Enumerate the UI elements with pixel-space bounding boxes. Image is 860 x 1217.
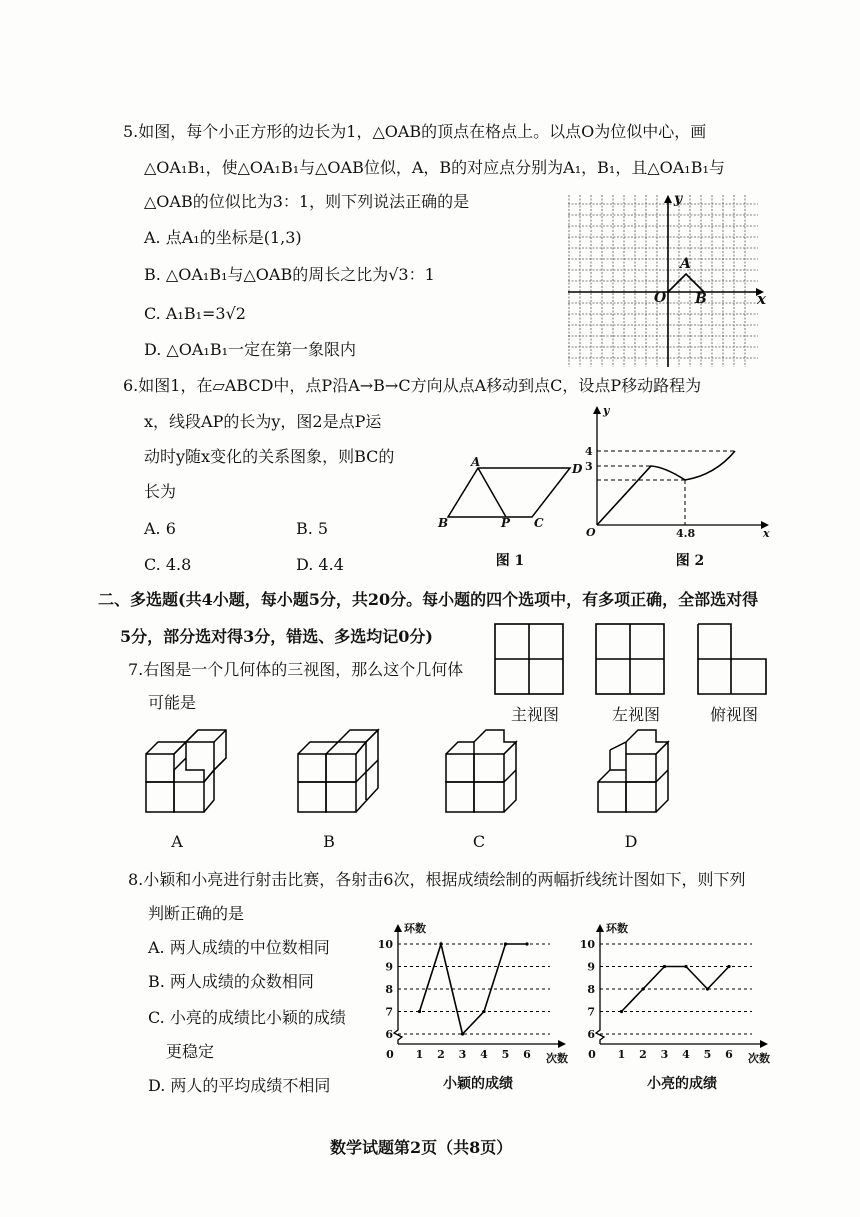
x-tick-label-0: 0: [386, 1048, 394, 1061]
q6-fig2-caption: 图 2: [675, 553, 705, 569]
q6-stem-line3: 动时y随x变化的关系图象，则BC的: [144, 447, 395, 466]
x-axis-title: 次数: [546, 1052, 568, 1065]
fig1-label-b: B: [438, 516, 449, 530]
q8-stem-line1: 8.小颖和小亮进行射击比赛，各射击6次，根据成绩绘制的两幅折线统计图如下，则下列: [128, 870, 746, 889]
q5-stem-line1: 5.如图，每个小正方形的边长为1，△OAB的顶点在格点上。以点O为位似中心，画: [123, 122, 707, 141]
q5-b-label: B: [695, 291, 707, 307]
x-tick-label-3: 3: [660, 1048, 669, 1061]
q6-stem-line2: x，线段AP的长为y，图2是点P运: [144, 412, 382, 431]
y-axis-arrow: [596, 924, 604, 932]
data-point-5: [706, 987, 709, 990]
x-tick-label-5: 5: [703, 1048, 712, 1061]
q6-option-d[interactable]: D. 4.4: [296, 555, 344, 574]
fig2-tick-3: 3: [585, 460, 593, 473]
q6-figure2-graph: [585, 405, 775, 540]
q7-option-a-solid[interactable]: [140, 730, 240, 820]
q7-option-b-solid[interactable]: [292, 730, 392, 820]
q5-triangle-oab: [668, 274, 704, 292]
q8-chart-xiaoliang-title: 小亮的成绩: [647, 1076, 717, 1092]
x-tick-label-3: 3: [458, 1048, 467, 1061]
y-axis: [394, 930, 402, 1044]
q7-stem-line2: 可能是: [148, 693, 197, 712]
q8-chart-xiaoying-title: 小颖的成绩: [443, 1076, 513, 1092]
data-point-6: [525, 942, 528, 945]
x-tick-label-2: 2: [639, 1048, 647, 1061]
q7-stem-line1: 7.右图是一个几何体的三视图，那么这个几何体: [128, 660, 464, 679]
y-axis: [596, 930, 604, 1044]
q5-x-label: x: [757, 290, 766, 308]
data-point-1: [620, 1010, 623, 1013]
x-tick-label-2: 2: [437, 1048, 445, 1061]
q5-o-label: O: [654, 290, 667, 306]
q8-chart-xiaoying: [378, 896, 578, 1066]
data-point-6: [727, 965, 730, 968]
q7-option-d-label[interactable]: D: [624, 832, 638, 851]
q7-view-front-label: 主视图: [510, 705, 559, 724]
q7-option-c-label[interactable]: C: [472, 832, 486, 851]
y-tick-label-7: 7: [587, 1005, 595, 1019]
q8-option-c[interactable]: C. 小亮的成绩比小颖的成绩: [148, 1008, 346, 1027]
x-tick-label-6: 6: [523, 1048, 531, 1061]
q5-option-d[interactable]: D. △OA₁B₁一定在第一象限内: [144, 340, 356, 359]
x-tick-label-1: 1: [617, 1048, 626, 1061]
y-tick-label-6: 6: [385, 1028, 393, 1041]
fig1-label-p: P: [501, 516, 511, 530]
x-axis-arrow: [558, 1040, 566, 1048]
y-tick-label-9: 9: [587, 960, 595, 974]
section2-header-line1: 二、多选题(共4小题，每小题5分，共20分。每小题的四个选项中，有多项正确，全部选对得: [98, 590, 759, 609]
data-point-2: [439, 942, 442, 945]
fig2-tick-48: 4.8: [676, 527, 696, 540]
x-tick-label-6: 6: [725, 1048, 733, 1061]
y-tick-label-8: 8: [587, 983, 595, 996]
fig2-x-label: x: [763, 527, 770, 540]
data-point-2: [641, 987, 644, 990]
y-axis-title: 环数: [606, 922, 628, 935]
q6-stem-line4: 长为: [144, 482, 177, 501]
x-tick-label-0: 0: [588, 1048, 596, 1061]
y-tick-label-8: 8: [385, 983, 393, 996]
y-tick-label-10: 10: [579, 938, 595, 951]
x-tick-label-5: 5: [501, 1048, 510, 1061]
q7-option-c-solid[interactable]: [440, 730, 530, 820]
y-axis-arrow: [394, 924, 402, 932]
x-tick-label-4: 4: [480, 1048, 488, 1061]
q6-stem-line1: 6.如图1，在▱ABCD中，点P沿A→B→C方向从点A移动到点C，设点P移动路程为: [123, 376, 702, 395]
data-point-5: [504, 942, 507, 945]
q5-option-a[interactable]: A. 点A₁的坐标是(1,3): [144, 228, 302, 247]
q5-stem-line3: △OAB的位似比为3：1，则下列说法正确的是: [144, 192, 470, 211]
q6-option-a[interactable]: A. 6: [144, 519, 176, 538]
data-point-1: [418, 1010, 421, 1013]
q5-stem-line2: △OA₁B₁，使△OA₁B₁与△OAB位似，A，B的对应点分别为A₁，B₁，且△OA₁B₁与: [144, 158, 725, 177]
x-axis-arrow: [760, 1040, 768, 1048]
fig2-o-label: O: [586, 526, 596, 539]
q5-y-label: y: [674, 191, 683, 207]
fig1-label-d: D: [572, 462, 583, 476]
y-tick-label-9: 9: [385, 960, 393, 974]
page-footer: 数学试题第2页（共8页）: [330, 1138, 513, 1157]
q7-option-a-label[interactable]: A: [171, 832, 183, 851]
data-point-3: [663, 965, 666, 968]
q5-option-b[interactable]: B. △OA₁B₁与△OAB的周长之比为√3：1: [144, 265, 435, 284]
data-point-3: [461, 1032, 464, 1035]
fig1-label-a: A: [471, 455, 481, 469]
fig2-y-label: y: [603, 404, 610, 417]
q5-grid-figure: [568, 191, 768, 370]
q8-option-c-cont[interactable]: 更稳定: [166, 1042, 215, 1061]
x-tick-label-1: 1: [415, 1048, 424, 1061]
q8-option-d[interactable]: D. 两人的平均成绩不相同: [148, 1076, 331, 1095]
q7-option-d-solid[interactable]: [592, 730, 682, 820]
q8-option-a[interactable]: A. 两人成绩的中位数相同: [148, 938, 330, 957]
q7-view-top-label: 俯视图: [709, 705, 758, 724]
q8-chart-xiaoliang: [580, 896, 780, 1066]
q8-option-b[interactable]: B. 两人成绩的众数相同: [148, 972, 314, 991]
fig1-label-c: C: [534, 516, 544, 530]
q7-view-left-label: 左视图: [611, 705, 660, 724]
q6-option-b[interactable]: B. 5: [296, 519, 329, 538]
data-point-4: [684, 965, 687, 968]
data-point-4: [482, 1010, 485, 1013]
q6-figure1-parallelogram: [430, 455, 590, 535]
q5-option-c[interactable]: C. A₁B₁=3√2: [144, 304, 246, 323]
q6-fig1-caption: 图 1: [495, 553, 525, 569]
y-tick-label-6: 6: [587, 1028, 595, 1041]
q6-option-c[interactable]: C. 4.8: [144, 555, 192, 574]
y-axis-title: 环数: [404, 922, 426, 935]
x-tick-label-4: 4: [682, 1048, 690, 1061]
y-tick-label-7: 7: [385, 1005, 393, 1019]
q7-three-views: [490, 620, 770, 700]
x-axis-title: 次数: [748, 1052, 770, 1065]
q8-stem-line2: 判断正确的是: [148, 904, 245, 923]
q7-option-b-label[interactable]: B: [323, 832, 335, 851]
fig2-tick-4: 4: [585, 445, 593, 458]
q5-a-label: A: [680, 256, 691, 272]
y-tick-label-10: 10: [377, 938, 393, 951]
section2-header-line2: 5分，部分选对得3分，错选、多选均记0分): [120, 627, 433, 646]
